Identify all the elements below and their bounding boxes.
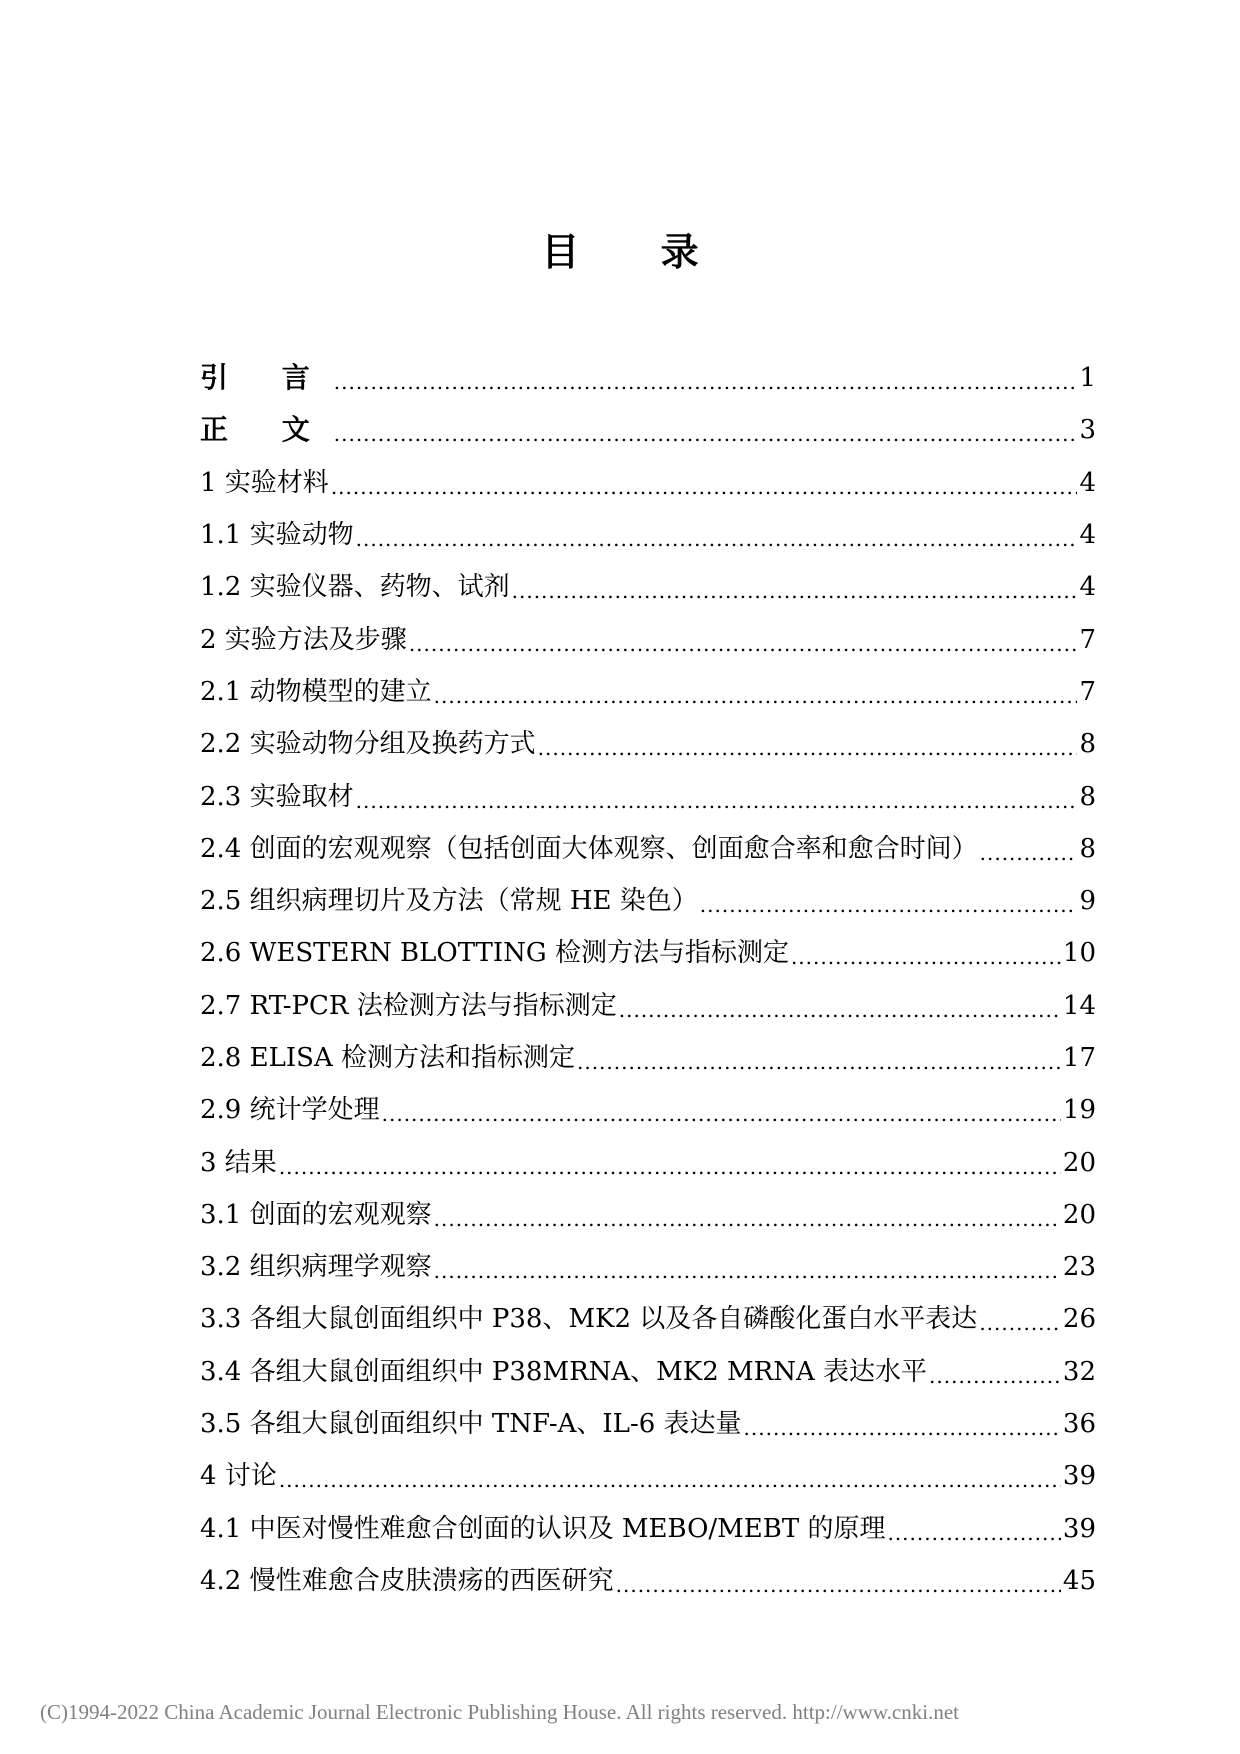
toc-entry-page: 4	[1079, 520, 1096, 551]
page-title: 目 录	[541, 230, 733, 274]
toc-entry-label: 2 实验方法及步骤	[200, 624, 407, 655]
toc-dot-leader	[334, 419, 1078, 449]
toc-entry-page: 1	[1079, 363, 1096, 394]
toc-entry-page: 17	[1062, 1043, 1096, 1073]
toc-entry-label: 2.9 统计学处理	[200, 1095, 380, 1126]
toc-dot-leader	[929, 1361, 1061, 1391]
table-of-contents	[200, 352, 1096, 1607]
toc-entry-label: 4.2 慢性难愈合皮肤溃疡的西医研究	[200, 1565, 614, 1596]
toc-entry-label: 2.1 动物模型的建立	[200, 676, 432, 707]
toc-dot-leader	[279, 1465, 1061, 1495]
toc-entry	[200, 1136, 1096, 1188]
toc-entry	[200, 1189, 1096, 1241]
toc-entry-page: 8	[1079, 729, 1096, 760]
toc-entry	[200, 1293, 1096, 1345]
toc-entry-label: 3.5 各组大鼠创面组织中 TNF-A、IL-6 表达量	[200, 1409, 742, 1440]
toc-entry-label: 3.1 创面的宏观观察	[200, 1199, 432, 1230]
toc-entry-page: 7	[1079, 624, 1096, 655]
toc-entry-page: 4	[1079, 467, 1096, 498]
toc-dot-leader	[434, 681, 1078, 711]
toc-entry-page: 39	[1062, 1461, 1096, 1492]
toc-dot-leader	[382, 1099, 1061, 1129]
toc-entry-page: 45	[1062, 1565, 1096, 1596]
toc-entry	[200, 1450, 1096, 1502]
toc-entry-page: 20	[1062, 1199, 1096, 1230]
toc-dot-leader	[334, 367, 1078, 397]
toc-entry-page: 9	[1079, 886, 1096, 917]
toc-entry-page: 26	[1062, 1304, 1096, 1335]
copyright-footer: (C)1994-2022 China Academic Journal Electronic Publishing House. All rights reserved. http://www.cnki.net	[40, 1700, 959, 1724]
toc-entry	[200, 1503, 1096, 1555]
toc-dot-leader	[616, 1570, 1061, 1600]
toc-entry-page: 20	[1062, 1147, 1096, 1178]
toc-entry-page: 23	[1062, 1252, 1096, 1283]
toc-entry-label: 2.3 实验取材	[200, 781, 354, 812]
toc-entry-label: 3.2 组织病理学观察	[200, 1252, 432, 1283]
toc-dot-leader	[980, 838, 1078, 868]
toc-entry	[200, 457, 1096, 509]
toc-dot-leader	[356, 786, 1078, 816]
toc-entry	[200, 927, 1096, 979]
toc-entry-page: 36	[1062, 1409, 1096, 1440]
toc-entry-label: 2.6 WESTERN BLOTTING 检测方法与指标测定	[200, 938, 789, 969]
toc-dot-leader	[331, 472, 1078, 502]
toc-dot-leader	[700, 890, 1078, 920]
toc-entry-label: 4 讨论	[200, 1461, 277, 1492]
toc-dot-leader	[538, 733, 1078, 763]
toc-entry	[200, 1241, 1096, 1293]
toc-dot-leader	[744, 1413, 1061, 1443]
toc-dot-leader	[577, 1047, 1061, 1077]
toc-dot-leader	[434, 1204, 1061, 1234]
toc-entry-label: 3.4 各组大鼠创面组织中 P38MRNA、MK2 MRNA 表达水平	[200, 1356, 928, 1387]
toc-entry-page: 4	[1079, 572, 1096, 603]
toc-entry	[200, 718, 1096, 770]
toc-entry	[200, 352, 1096, 404]
toc-entry	[200, 1084, 1096, 1136]
toc-entry	[200, 1346, 1096, 1398]
toc-entry-label: 2.4 创面的宏观观察（包括创面大体观察、创面愈合率和愈合时间）	[200, 833, 978, 864]
toc-entry-label: 2.2 实验动物分组及换药方式	[200, 729, 536, 760]
toc-entry-label: 3.3 各组大鼠创面组织中 P38、MK2 以及各自磷酸化蛋白水平表达	[200, 1304, 978, 1335]
toc-dot-leader	[512, 576, 1078, 606]
toc-entry	[200, 666, 1096, 718]
toc-entry-page: 8	[1079, 833, 1096, 864]
toc-entry	[200, 770, 1096, 822]
toc-entry	[200, 1398, 1096, 1450]
toc-entry-page: 8	[1079, 781, 1096, 812]
toc-entry	[200, 561, 1096, 613]
toc-dot-leader	[887, 1518, 1060, 1548]
toc-dot-leader	[791, 942, 1061, 972]
toc-entry-page: 32	[1062, 1356, 1096, 1387]
toc-entry-label: 2.7 RT-PCR 法检测方法与指标测定	[200, 990, 617, 1021]
toc-entry-page: 7	[1079, 676, 1096, 707]
toc-entry	[200, 1032, 1096, 1084]
toc-dot-leader	[279, 1152, 1061, 1182]
toc-entry	[200, 980, 1096, 1032]
toc-entry-label: 引 言	[200, 361, 332, 395]
toc-entry	[200, 404, 1096, 456]
toc-entry-label: 1.1 实验动物	[200, 520, 354, 551]
toc-entry-page: 39	[1062, 1513, 1096, 1544]
toc-entry-page: 14	[1062, 990, 1096, 1021]
toc-dot-leader	[979, 1308, 1061, 1338]
toc-entry-label: 3 结果	[200, 1147, 277, 1178]
toc-entry	[200, 509, 1096, 561]
toc-entry-page: 3	[1079, 415, 1096, 446]
toc-entry-label: 2.8 ELISA 检测方法和指标测定	[200, 1043, 575, 1073]
toc-entry-label: 2.5 组织病理切片及方法（常规 HE 染色）	[200, 886, 698, 917]
toc-dot-leader	[619, 995, 1061, 1025]
toc-entry-page: 10	[1062, 938, 1096, 969]
toc-entry-page: 19	[1062, 1095, 1096, 1126]
toc-dot-leader	[409, 629, 1078, 659]
toc-dot-leader	[434, 1256, 1061, 1286]
toc-entry	[200, 1555, 1096, 1607]
toc-entry	[200, 875, 1096, 927]
toc-entry	[200, 823, 1096, 875]
toc-entry-label: 4.1 中医对慢性难愈合创面的认识及 MEBO/MEBT 的原理	[200, 1513, 886, 1544]
toc-entry-label: 1 实验材料	[200, 467, 329, 498]
toc-entry	[200, 613, 1096, 665]
toc-entry-label: 1.2 实验仪器、药物、试剂	[200, 572, 510, 603]
toc-entry-label: 正 文	[200, 413, 332, 447]
toc-dot-leader	[356, 524, 1078, 554]
